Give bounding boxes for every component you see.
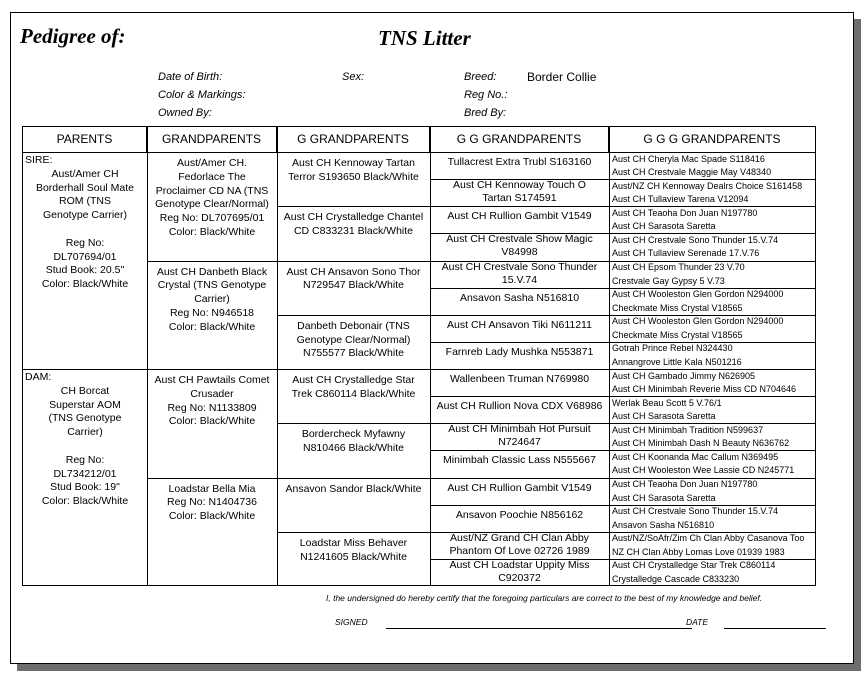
text-line: Aust CH Kennoway Tartan	[292, 157, 415, 169]
text-line: Fedorlace The	[178, 170, 246, 183]
ggg-grandparent-line: NZ CH Clan Abby Lomas Love 01939 1983	[612, 546, 785, 557]
text-line	[25, 440, 145, 454]
ggg-grandparent-line: Aust CH Koonanda Mac Callum N369495	[612, 451, 779, 462]
row-divider	[430, 206, 609, 207]
text-line: Aust/Amer CH.	[176, 157, 247, 169]
col-divider	[609, 127, 610, 585]
ggg-grandparent-line: Aust CH Teaoha Don Juan N197780	[612, 207, 758, 218]
date-label: DATE	[686, 617, 709, 627]
text-line: Terror S193650 Black/White	[288, 170, 419, 183]
gg-grandparent-cell	[432, 346, 607, 359]
row-divider	[147, 261, 277, 262]
date-line[interactable]	[724, 628, 826, 629]
gg-grandparent-cell	[432, 210, 607, 223]
col-header-gg-grandparents: G G GRANDPARENTS	[430, 127, 609, 152]
text-line: Aust CH Minimbah Hot Pursuit	[448, 423, 591, 436]
row-divider	[23, 369, 147, 370]
row-divider	[277, 369, 430, 370]
pedigree-table	[22, 126, 816, 586]
text-line: Color: Black/White	[168, 320, 256, 333]
ggg-grandparent-line: Ansavon Sasha N516810	[612, 519, 715, 530]
g-grandparent-cell	[280, 428, 427, 456]
gg-grandparent-cell	[432, 319, 607, 332]
ggg-grandparent-line: Aust CH Minimbah Tradition N599637	[612, 424, 764, 435]
text-line: Aust CH Ansavon Tiki N611211	[447, 318, 592, 331]
ggg-grandparent-line: Aust CH Tullaview Tarena V12094	[612, 194, 749, 205]
text-line: Reg No: N1404736	[167, 496, 257, 509]
text-line: Aust CH Danbeth Black	[156, 265, 268, 278]
gg-grandparent-cell	[432, 373, 607, 386]
text-line: Tullacrest Extra Trubl S163160	[447, 156, 592, 168]
row-divider	[430, 478, 609, 479]
text-line: Bordercheck Myfawny	[301, 428, 406, 441]
text-line: Aust CH Crestvale Show Magic	[446, 233, 593, 246]
text-line: Color: Black/White	[168, 510, 256, 523]
gg-grandparent-cell	[432, 292, 607, 305]
text-line: N729547 Black/White	[303, 279, 404, 292]
grandparent-cell	[150, 266, 274, 335]
sex-label: Sex:	[342, 71, 365, 83]
ggg-grandparent-line: Aust CH Minimbah Dash N Beauty N636762	[612, 438, 790, 449]
text-line: Reg No:	[65, 236, 105, 249]
text-line: SIRE:	[25, 154, 53, 166]
text-line: 15.V.74	[501, 273, 538, 286]
col-divider	[147, 127, 148, 585]
ggg-grandparent-line: Checkmate Miss Crystal V18565	[612, 329, 743, 340]
ggg-grandparent-line: Crestvale Gay Gypsy 5 V.73	[612, 275, 725, 286]
text-line: Aust CH Crystalledge Star	[292, 374, 415, 386]
ggg-grandparent-line: Aust CH Cheryla Mac Spade S118416	[612, 153, 765, 164]
g-grandparent-cell	[280, 320, 427, 361]
text-line: CD C833231 Black/White	[293, 225, 414, 238]
row-divider	[277, 206, 430, 207]
text-line: Aust CH Crystalledge Chantel	[283, 211, 424, 224]
g-grandparent-cell	[280, 374, 427, 402]
text-line: Tartan S174591	[482, 192, 557, 205]
row-divider	[277, 478, 430, 479]
g-grandparent-cell	[280, 537, 427, 565]
ggg-grandparent-line: Annangrove Little Kala N501216	[612, 356, 742, 367]
row-divider	[277, 423, 430, 424]
ggg-grandparent-line: Aust CH Wooleston Glen Gordon N294000	[612, 289, 784, 300]
signed-label: SIGNED	[335, 617, 368, 627]
text-line: Genotype Clear/Normal)	[155, 198, 269, 211]
ggg-grandparent-line: Checkmate Miss Crystal V18565	[612, 302, 743, 313]
row-divider	[430, 342, 609, 343]
col-divider	[277, 127, 278, 585]
color-markings-label: Color & Markings:	[158, 89, 246, 101]
ggg-grandparent-line: Aust CH Minimbah Reverie Miss CD N704646	[612, 384, 797, 395]
text-line: Reg No: N1133809	[167, 401, 257, 414]
certification-text: I, the undersigned do hereby certify that the foregoing particulars are correct to the best of my knowledge and belief.	[326, 593, 763, 603]
text-line: Color: Black/White	[41, 495, 129, 508]
litter-title: TNS Litter	[378, 26, 471, 50]
ggg-grandparent-line: Gotrah Prince Rebel N324430	[612, 343, 733, 354]
text-line: Phantom Of Love 02726 1989	[449, 544, 590, 557]
gg-grandparent-cell	[432, 509, 607, 522]
text-line: Borderhall Soul Mate	[35, 181, 135, 194]
grandparent-cell	[150, 374, 274, 429]
text-line: Color: Black/White	[168, 415, 256, 428]
gg-grandparent-cell	[432, 400, 607, 413]
ggg-grandparent-line: Aust CH Teaoha Don Juan N197780	[612, 479, 758, 489]
text-line: Farnreb Lady Mushka N553871	[445, 345, 594, 358]
text-line: Ansavon Sandor Black/White	[285, 482, 422, 495]
text-line: Stud Book: 20.5"	[45, 264, 125, 277]
ggg-grandparent-line: Aust CH Crestvale Sono Thunder 15.V.74	[612, 234, 779, 245]
text-line: Aust/NZ Grand CH Clan Abby	[450, 531, 589, 544]
breed-value: Border Collie	[527, 70, 597, 84]
ggg-grandparent-line: Aust CH Crystalledge Star Trek C860114	[612, 560, 776, 571]
dob-label: Date of Birth:	[158, 71, 223, 83]
text-line: Aust CH Kennoway Touch O	[453, 179, 586, 192]
text-line: Aust CH Rullion Gambit V1549	[447, 481, 592, 494]
row-divider	[430, 505, 609, 506]
text-line: DAM:	[25, 371, 52, 383]
ggg-grandparent-line: Aust CH Sarasota Saretta	[612, 492, 716, 503]
text-line: Reg No: DL707695/01	[159, 212, 265, 225]
text-line: V84998	[501, 246, 538, 259]
text-line: ROM (TNS	[59, 195, 111, 208]
text-line: C920372	[498, 571, 541, 584]
text-line: Proclaimer CD NA (TNS	[155, 184, 269, 197]
grandparent-cell	[150, 483, 274, 524]
text-line: Carrier)	[194, 293, 230, 306]
owned-by-label: Owned By:	[158, 107, 212, 119]
gg-grandparent-cell	[432, 559, 607, 585]
ggg-grandparent-line: Aust CH Gambado Jimmy N626905	[612, 370, 756, 381]
ggg-grandparent-line: Werlak Beau Scott 5 V.76/1	[612, 397, 722, 408]
row-divider	[277, 532, 430, 533]
g-grandparent-cell	[280, 266, 427, 294]
grandparent-cell	[150, 157, 274, 240]
text-line: Ansavon Sasha N516810	[459, 291, 580, 304]
text-line: Color: Black/White	[41, 278, 129, 291]
g-grandparent-cell	[280, 157, 427, 185]
text-line: N755577 Black/White	[303, 347, 404, 360]
text-line: Crystal (TNS Genotype	[157, 279, 267, 292]
text-line: Reg No: N946518	[169, 306, 255, 319]
text-line: Genotype Clear/Normal)	[296, 333, 411, 346]
text-line: Aust CH Rullion Nova CDX V68986	[436, 400, 603, 413]
text-line: Trek C860114 Black/White	[291, 387, 416, 400]
text-line: Genotype Carrier)	[42, 209, 128, 222]
text-line: Crusader	[190, 387, 234, 400]
gg-grandparent-cell	[432, 261, 607, 287]
col-header-ggg-grandparents: G G G GRANDPARENTS	[643, 132, 781, 146]
col-header-g-grandparents: G GRANDPARENTS	[277, 127, 430, 152]
gg-grandparent-cell	[432, 233, 607, 259]
text-line: Ansavon Poochie N856162	[455, 508, 584, 521]
sire-parent-cell	[25, 154, 145, 292]
ggg-grandparent-line: Aust CH Crestvale Sono Thunder 15.V.74	[612, 506, 779, 517]
text-line: Carrier)	[67, 426, 103, 439]
text-line: CH Borcat	[60, 384, 110, 397]
gg-grandparent-cell	[432, 179, 607, 205]
gg-grandparent-cell	[432, 156, 607, 169]
text-line: N810466 Black/White	[303, 442, 404, 455]
ggg-grandparent-line: Aust/NZ CH Kennoway Dealrs Choice S161458	[612, 180, 803, 191]
text-line: (TNS Genotype	[48, 412, 122, 425]
text-line: N724647	[498, 436, 541, 449]
gg-grandparent-cell	[432, 423, 607, 449]
text-line: Loadstar Bella Mia	[168, 482, 256, 495]
col-header-grandparents: GRANDPARENTS	[147, 127, 277, 152]
ggg-grandparent-line: Aust CH Epsom Thunder 23 V.70	[612, 262, 745, 272]
row-divider	[430, 315, 609, 316]
text-line: Wallenbeen Truman N769980	[449, 373, 590, 385]
gg-grandparent-cell	[432, 532, 607, 558]
text-line: Aust CH Pawtails Comet	[154, 374, 270, 386]
signature-line[interactable]	[386, 628, 692, 629]
row-divider	[147, 478, 277, 479]
row-divider	[430, 396, 609, 397]
text-line: Aust CH Ansavon Sono Thor	[286, 265, 421, 278]
text-line: DL707694/01	[53, 250, 117, 263]
col-header-parents: PARENTS	[23, 127, 147, 152]
ggg-grandparent-line: Aust CH Sarasota Saretta	[612, 411, 716, 422]
breed-label: Breed:	[464, 71, 497, 83]
dam-parent-cell	[25, 371, 145, 509]
col-divider	[430, 127, 431, 585]
text-line: Loadstar Miss Behaver	[299, 536, 408, 549]
text-line: Aust/Amer CH	[51, 167, 119, 180]
ggg-grandparent-line: Crystalledge Cascade C833230	[612, 573, 740, 584]
gg-grandparent-cell	[432, 482, 607, 495]
text-line: N1241605 Black/White	[300, 550, 407, 563]
g-grandparent-cell	[280, 211, 427, 239]
text-line: Minimbah Classic Lass N555667	[443, 454, 596, 467]
row-divider	[277, 261, 430, 262]
text-line: Stud Book: 19"	[50, 481, 120, 494]
row-divider	[430, 450, 609, 451]
text-line: Aust CH Crestvale Sono Thunder	[441, 260, 598, 273]
ggg-grandparent-line: Aust CH Wooleston Wee Lassie CD N245771	[612, 465, 795, 476]
gg-grandparent-cell	[432, 454, 607, 467]
row-divider	[147, 369, 277, 370]
ggg-grandparent-line: Aust CH Crestvale Maggie May V48340	[612, 167, 772, 178]
text-line: Superstar AOM	[49, 398, 121, 411]
text-line: Danbeth Debonair (TNS	[297, 319, 410, 332]
pedigree-of-label: Pedigree of:	[20, 24, 126, 48]
text-line: DL734212/01	[53, 467, 117, 480]
text-line: Aust CH Rullion Gambit V1549	[447, 210, 592, 223]
g-grandparent-cell	[280, 483, 427, 497]
text-line: Aust CH Loadstar Uppity Miss	[449, 558, 590, 571]
text-line: Color: Black/White	[168, 225, 256, 238]
ggg-grandparent-line: Aust CH Tullaview Serenade 17.V.76	[612, 248, 760, 259]
ggg-grandparent-line: Aust CH Wooleston Glen Gordon N294000	[612, 316, 784, 327]
ggg-grandparent-line: Aust CH Sarasota Saretta	[612, 221, 716, 232]
ggg-grandparent-line: Aust/NZ/SoAfr/Zim Ch Clan Abby Casanova Too	[612, 533, 805, 544]
reg-no-label: Reg No.:	[464, 89, 508, 101]
row-divider	[277, 315, 430, 316]
text-line	[25, 223, 145, 237]
row-divider	[430, 369, 609, 370]
bred-by-label: Bred By:	[464, 107, 507, 119]
row-divider	[430, 288, 609, 289]
text-line: Reg No:	[65, 453, 105, 466]
